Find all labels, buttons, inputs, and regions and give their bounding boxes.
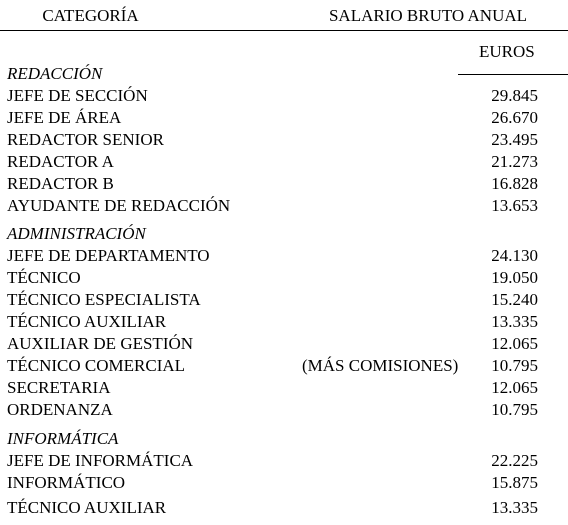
row-value: 10.795	[491, 356, 538, 375]
column-header-category: CATEGORÍA	[42, 6, 139, 25]
row-value: 15.875	[491, 473, 538, 492]
row-label: TÉCNICO	[7, 268, 81, 287]
row-label: ORDENANZA	[7, 400, 113, 419]
row-value: 12.065	[491, 334, 538, 353]
row-label: TÉCNICO ESPECIALISTA	[7, 290, 201, 309]
row-value: 29.845	[491, 86, 538, 105]
row-label: REDACTOR A	[7, 152, 114, 171]
row-label: REDACTOR SENIOR	[7, 130, 164, 149]
section-title: ADMINISTRACIÓN	[7, 224, 146, 243]
row-value: 13.653	[491, 196, 538, 215]
row-value: 26.670	[491, 108, 538, 127]
row-label: JEFE DE INFORMÁTICA	[7, 451, 194, 470]
row-label: INFORMÁTICO	[7, 473, 126, 492]
row-label: JEFE DE ÁREA	[7, 108, 122, 127]
row-label: TÉCNICO AUXILIAR	[7, 312, 167, 331]
header-divider	[0, 30, 568, 31]
row-value: 16.828	[491, 174, 538, 193]
section-title: REDACCIÓN	[7, 64, 103, 83]
row-value: 23.495	[491, 130, 538, 149]
unit-label: EUROS	[479, 42, 535, 61]
row-label: AUXILIAR DE GESTIÓN	[7, 334, 194, 353]
row-label: AYUDANTE DE REDACCIÓN	[7, 196, 231, 215]
row-value: 21.273	[491, 152, 538, 171]
row-label: JEFE DE DEPARTAMENTO	[7, 246, 210, 265]
row-value: 15.240	[491, 290, 538, 309]
row-label: TÉCNICO AUXILIAR	[7, 498, 167, 517]
row-value: 19.050	[491, 268, 538, 287]
row-value: 10.795	[491, 400, 538, 419]
row-label: SECRETARIA	[7, 378, 111, 397]
row-label: TÉCNICO COMERCIAL	[7, 356, 186, 375]
row-value: 13.335	[491, 312, 538, 331]
row-value: 24.130	[491, 246, 538, 265]
row-label: JEFE DE SECCIÓN	[7, 86, 148, 105]
unit-underline	[458, 74, 568, 75]
row-value: 13.335	[491, 498, 538, 517]
column-header-salary: SALARIO BRUTO ANUAL	[328, 6, 528, 25]
row-value: 22.225	[491, 451, 538, 470]
row-note: (MÁS COMISIONES)	[302, 356, 459, 375]
row-label: REDACTOR B	[7, 174, 114, 193]
row-value: 12.065	[491, 378, 538, 397]
section-title: INFORMÁTICA	[7, 429, 119, 448]
